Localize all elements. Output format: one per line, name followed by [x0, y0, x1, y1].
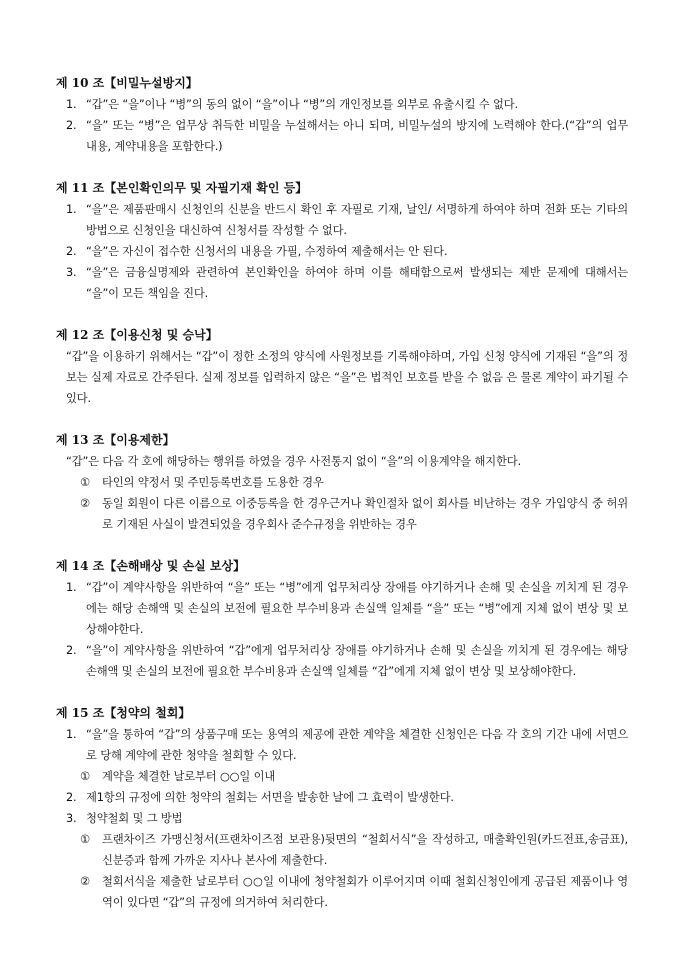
numbered-clause: 2. “을”이 계약사항을 위반하여 “갑”에게 업무처리상 장애를 야기하거나 손해 및 손실을 끼치게 된 경우에는 해당 손해액 및 손실의 보전에 필요한 부수비용과 손실액 일체를 “갑”에게 지체 없이 변상 및 보상해야한다. — [66, 644, 628, 678]
article-10 — [56, 74, 628, 157]
numbered-clause: 2. “을”은 자신이 접수한 신청서의 내용을 가필, 수정하여 제출해서는 안 된다. — [66, 245, 448, 258]
numbered-clause: 3. “을”은 금융실명제와 관련하여 본인확인을 하여야 하며 이를 해태함으로써 발생되는 제반 문제에 대해서는 “을”이 모든 책임을 진다. — [66, 266, 628, 300]
numbered-clause: 2. “을” 또는 “병”은 업무상 취득한 비밀을 누설해서는 아니 되며, 비밀누설의 방지에 노력해야 한다.(“갑”의 업무내용, 계약내용을 포함한다.) — [66, 119, 628, 153]
article-heading: 제 14 조【손해배상 및 손실 보상】 — [56, 559, 246, 573]
article-heading: 제 11 조【본인확인의무 및 자필기재 확인 등】 — [56, 181, 308, 195]
circled-subclause: ② 동일 회원이 다른 이름으로 이중등록을 한 경우근거나 확인절차 없이 회사를 비난하는 경우 가입양식 중 허위로 기재된 사실이 발견되었을 경우회사 준수규정을 위반하는 경우 — [80, 497, 628, 531]
article-heading: 제 15 조【청약의 철회】 — [56, 706, 191, 720]
numbered-clause: 1. “을”을 통하여 “갑”의 상품구매 또는 용역의 제공에 관한 계약을 체결한 신청인은 다음 각 호의 기간 내에 서면으로 당해 계약에 관한 청약을 철회할 수 있다. — [66, 728, 628, 762]
numbered-clause: 1. “갑”은 “을”이나 “병”의 동의 없이 “을”이나 “병”의 개인정보를 외부로 유출시킬 수 없다. — [66, 98, 518, 111]
article-14 — [56, 557, 628, 682]
article-heading: 제 13 조【이용제한】 — [56, 433, 175, 447]
circled-subclause: ① 타인의 약정서 및 주민등록번호를 도용한 경우 — [80, 476, 324, 489]
article-15 — [56, 704, 628, 913]
article-11 — [56, 179, 628, 304]
numbered-clause: 1. “을”은 제품판매시 신청인의 신분을 반드시 확인 후 자필로 기재, 날인/ 서명하게 하여야 하며 전화 또는 기타의 방법으로 신청인을 대신하여 신청서를 작성할 수 없다. — [66, 203, 628, 237]
circled-subclause: ① 계약을 체결한 날로부터 ○○일 이내 — [80, 770, 276, 783]
numbered-clause: 2. 제1항의 규정에 의한 청약의 철회는 서면을 발송한 날에 그 효력이 발생한다. — [66, 791, 454, 804]
article-heading: 제 12 조【이용신청 및 승낙】 — [56, 328, 218, 342]
numbered-clause: 1. “갑”이 계약사항을 위반하여 “을” 또는 “병”에게 업무처리상 장애를 야기하거나 손해 및 손실을 끼치게 된 경우에는 해당 손해액 및 손실의 보전에 필요한 부수비용과 손실액 일체를 “을” 또는 “병”에게 지체 없이 변상 및 보상해야한다. — [66, 581, 628, 636]
circled-subclause: ② 철회서식을 제출한 날로부터 ○○일 이내에 청약철회가 이루어지며 이때 철회신청인에게 공급된 제품이나 영역이 있다면 “갑”의 규정에 의거하여 처리한다. — [80, 875, 628, 909]
article-12 — [56, 326, 628, 409]
article-13 — [56, 431, 628, 535]
article-paragraph: “갑”은 다음 각 호에 해당하는 행위를 하였을 경우 사전통지 없이 “을”의 이용계약을 해지한다. — [66, 455, 522, 468]
circled-subclause: ① 프랜차이즈 가맹신청서(프랜차이즈점 보관용)뒷면의 “철회서식”을 작성하고, 매출확인원(카드전표,송금표), 신분증과 함께 가까운 지사나 본사에 제출한다. — [80, 833, 628, 867]
article-heading: 제 10 조【비밀누설방지】 — [56, 76, 198, 90]
article-paragraph: “갑”을 이용하기 위해서는 “갑”이 정한 소정의 양식에 사원정보를 기록해야하며, 가입 신청 양식에 기재된 “을”의 정보는 실제 자료로 간주된다. 실제 정보를 입력하지 않은 “을”은 법적인 보호를 받을 수 없음 은 물론 계약이 파기될 수 있다. — [66, 350, 628, 405]
numbered-clause: 3. 청약철회 및 그 방법 — [66, 812, 183, 825]
